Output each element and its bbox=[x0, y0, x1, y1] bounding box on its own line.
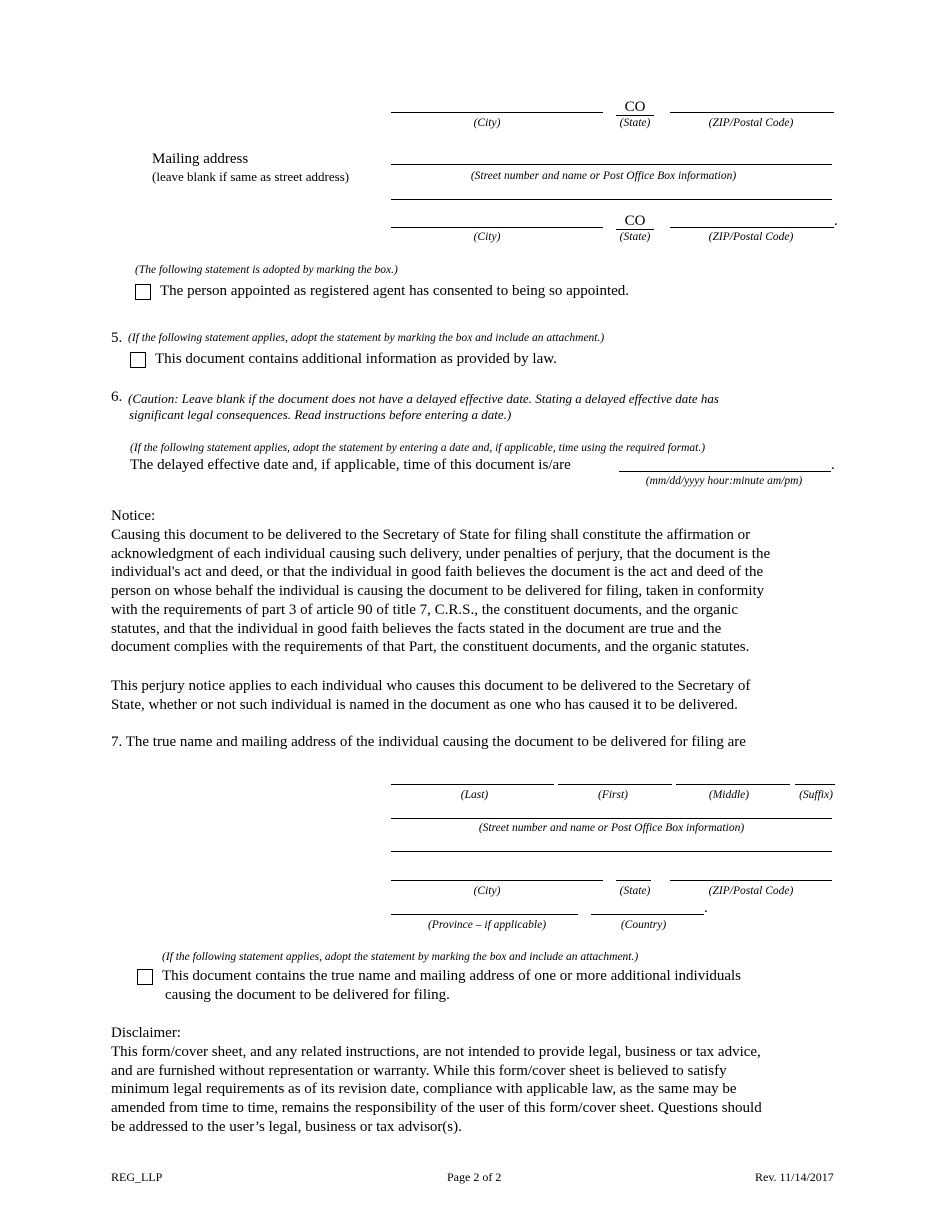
item5-number: 5. bbox=[111, 330, 123, 346]
zip-input-line[interactable] bbox=[670, 112, 834, 113]
notice-line: acknowledgment of each individual causing such delivery, under penalties of perjury, that the document is the bbox=[111, 545, 771, 562]
notice-heading: Notice: bbox=[111, 508, 156, 524]
agent-consent-statement: The person appointed as registered agent has consented to being so appointed. bbox=[160, 283, 630, 299]
mailing-zip-caption: (ZIP/Postal Code) bbox=[708, 231, 794, 243]
disclaimer-line: minimum legal requirements as of its revision date, compliance with applicable law, as the same may be bbox=[111, 1081, 737, 1098]
item6-caution-line2: significant legal consequences. Read instructions before entering a date.) bbox=[129, 407, 512, 422]
item7-city-input-line[interactable] bbox=[391, 880, 603, 881]
disclaimer-line: This form/cover sheet, and any related instructions, are not intended to provide legal, business or tax advice, bbox=[111, 1044, 761, 1060]
item7-street-line-2[interactable] bbox=[391, 851, 832, 852]
item7-street-caption: (Street number and name or Post Office Box information) bbox=[478, 822, 745, 834]
country-input-line[interactable] bbox=[591, 914, 704, 915]
additional-individuals-line1: This document contains the true name and mailing address of one or more additional individuals bbox=[162, 968, 742, 984]
disclaimer-line: and are furnished without representation or warranty. While this form/cover sheet is believed to satisfy bbox=[111, 1062, 727, 1079]
mailing-street-caption: (Street number and name or Post Office Box information) bbox=[470, 170, 737, 182]
country-caption: (Country) bbox=[620, 919, 667, 931]
mailing-state-line bbox=[616, 229, 654, 230]
item7-street-input-line[interactable] bbox=[391, 818, 832, 819]
notice-line: person on whose behalf the individual is causing the document to be delivered for filing, taken in conformity bbox=[111, 583, 765, 600]
item7-zip-caption: (ZIP/Postal Code) bbox=[708, 885, 794, 897]
item7-state-input-line[interactable] bbox=[616, 880, 651, 881]
mailing-city-input-line[interactable] bbox=[391, 227, 603, 228]
notice-line: individual's act and deed, or that the individual in good faith believes the document is the act and deed of the bbox=[111, 564, 764, 581]
item7-period: . bbox=[704, 900, 708, 916]
notice-line: document complies with the requirements of that Part, the constituent documents, and the organic statutes. bbox=[111, 639, 750, 656]
province-caption: (Province – if applicable) bbox=[427, 919, 547, 931]
item7-statement: 7. The true name and mailing address of the individual causing the document to be delivered for filing are bbox=[111, 734, 746, 750]
disclaimer-line: amended from time to time, remains the responsibility of the user of this form/cover sheet. Questions should bbox=[111, 1100, 762, 1117]
zip-caption: (ZIP/Postal Code) bbox=[708, 117, 794, 129]
item6-caution-line1: (Caution: Leave blank if the document does not have a delayed effective date. Stating a delayed effective date has bbox=[128, 391, 719, 406]
perjury-line: State, whether or not such individual is named in the document as one who has caused it to be delivered. bbox=[111, 696, 738, 713]
first-caption: (First) bbox=[597, 789, 629, 801]
city-caption: (City) bbox=[473, 117, 501, 129]
delayed-date-input-line[interactable] bbox=[619, 471, 831, 472]
item5-note: (If the following statement applies, adopt the statement by marking the box and include an attachment.) bbox=[128, 332, 605, 344]
item6-period: . bbox=[831, 457, 835, 473]
perjury-line: This perjury notice applies to each individual who causes this document to be delivered to the Secretary of bbox=[111, 678, 751, 694]
notice-line: with the requirements of part 3 of article 90 of title 7, C.R.S., the constituent documents, and the organic bbox=[111, 601, 739, 618]
additional-individuals-line2: causing the document to be delivered for filing. bbox=[165, 987, 450, 1003]
notice-paragraph bbox=[111, 526, 851, 657]
disclaimer-heading: Disclaimer: bbox=[111, 1025, 181, 1041]
mailing-period: . bbox=[834, 213, 838, 229]
suffix-caption: (Suffix) bbox=[799, 789, 833, 801]
item5-statement: This document contains additional information as provided by law. bbox=[155, 351, 557, 367]
item7-zip-input-line[interactable] bbox=[670, 880, 832, 881]
item7-note: (If the following statement applies, adopt the statement by marking the box and include an attachment.) bbox=[162, 951, 639, 963]
item5-checkbox[interactable] bbox=[130, 352, 146, 368]
disclaimer-line: be addressed to the user’s legal, business or tax advisor(s). bbox=[111, 1118, 462, 1135]
mailing-street-input-line[interactable] bbox=[391, 164, 832, 165]
date-format-caption: (mm/dd/yyyy hour:minute am/pm) bbox=[645, 475, 803, 487]
mailing-state-caption: (State) bbox=[619, 231, 651, 243]
suffix-input-line[interactable] bbox=[795, 784, 835, 785]
state-value: CO bbox=[624, 99, 646, 115]
mailing-city-caption: (City) bbox=[473, 231, 501, 243]
mailing-address-label: Mailing address bbox=[152, 151, 249, 167]
state-line bbox=[616, 115, 654, 116]
last-caption: (Last) bbox=[460, 789, 489, 801]
footer-form-id: REG_LLP bbox=[111, 1170, 163, 1184]
agent-consent-note: (The following statement is adopted by marking the box.) bbox=[135, 264, 398, 276]
perjury-paragraph bbox=[111, 677, 851, 714]
middle-caption: (Middle) bbox=[708, 789, 750, 801]
mailing-street-line-2[interactable] bbox=[391, 199, 832, 200]
footer-revision: Rev. 11/14/2017 bbox=[755, 1170, 834, 1184]
item7-state-caption: (State) bbox=[619, 885, 651, 897]
item6-number: 6. bbox=[111, 389, 123, 405]
state-caption: (State) bbox=[619, 117, 651, 129]
mailing-zip-input-line[interactable] bbox=[670, 227, 834, 228]
notice-line: statutes, and that the individual in good faith believes the facts stated in the document are true and the bbox=[111, 620, 722, 637]
mailing-state-value: CO bbox=[624, 213, 646, 229]
agent-consent-checkbox[interactable] bbox=[135, 284, 151, 300]
item7-city-caption: (City) bbox=[473, 885, 501, 897]
mailing-address-sublabel: (leave blank if same as street address) bbox=[152, 169, 350, 184]
first-name-input-line[interactable] bbox=[558, 784, 672, 785]
city-input-line[interactable] bbox=[391, 112, 603, 113]
middle-name-input-line[interactable] bbox=[676, 784, 790, 785]
disclaimer-paragraph bbox=[111, 1043, 851, 1137]
province-input-line[interactable] bbox=[391, 914, 578, 915]
item6-note: (If the following statement applies, adopt the statement by entering a date and, if applicable, time using the required format.) bbox=[130, 442, 706, 454]
last-name-input-line[interactable] bbox=[391, 784, 554, 785]
footer-page-number: Page 2 of 2 bbox=[447, 1170, 502, 1184]
item6-statement: The delayed effective date and, if applicable, time of this document is/are bbox=[130, 457, 571, 473]
additional-individuals-checkbox[interactable] bbox=[137, 969, 153, 985]
notice-line: Causing this document to be delivered to the Secretary of State for filing shall constitute the affirmation or bbox=[111, 527, 751, 543]
